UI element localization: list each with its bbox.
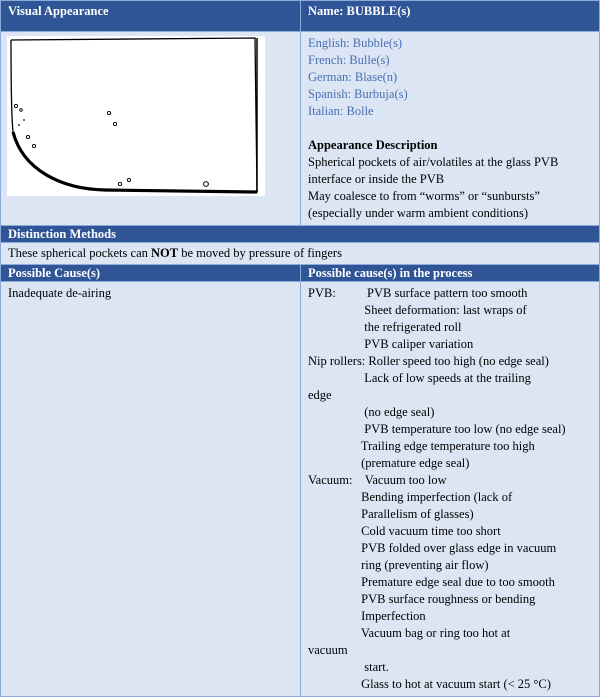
distinction-text-bold: NOT bbox=[151, 246, 179, 260]
distinction-methods-text bbox=[1, 243, 600, 265]
process-line: Glass to hot at vacuum start (< 25 °C) bbox=[308, 677, 551, 691]
process-line: (premature edge seal) bbox=[308, 456, 470, 470]
process-line: the refrigerated roll bbox=[308, 320, 462, 334]
process-line: ring (preventing air flow) bbox=[308, 558, 489, 572]
process-line: PVB temperature too low (no edge seal) bbox=[308, 422, 566, 436]
process-line: Parallelism of glasses) bbox=[308, 507, 474, 521]
process-line: vacuum bbox=[308, 643, 348, 657]
bubble-mark bbox=[23, 119, 25, 121]
possible-cause-cell: Inadequate de-airing bbox=[1, 282, 301, 697]
appearance-line: Spherical pockets of air/volatiles at the glass PVB bbox=[308, 155, 559, 169]
translation-french: French: Bulle(s) bbox=[308, 53, 390, 67]
process-line: Lack of low speeds at the trailing bbox=[308, 371, 531, 385]
distinction-methods-header: Distinction Methods bbox=[1, 226, 600, 243]
translation-english: English: Bubble(s) bbox=[308, 36, 403, 50]
appearance-line: May coalesce to from “worms” or “sunbursts” bbox=[308, 189, 540, 203]
translation-german: German: Blase(n) bbox=[308, 70, 398, 84]
process-line: Cold vacuum time too short bbox=[308, 524, 501, 538]
possible-causes-header: Possible Cause(s) bbox=[1, 265, 301, 282]
glass-sheet-illustration bbox=[1, 32, 299, 202]
translation-italian: Italian: Bolle bbox=[308, 104, 374, 118]
distinction-text-before: These spherical pockets can bbox=[8, 246, 151, 260]
process-line: edge bbox=[308, 388, 332, 402]
process-line: Imperfection bbox=[308, 609, 426, 623]
process-line: PVB caliper variation bbox=[308, 337, 474, 351]
process-line: Premature edge seal due to too smooth bbox=[308, 575, 555, 589]
process-line: (no edge seal) bbox=[308, 405, 435, 419]
process-line: Vacuum: Vacuum too low bbox=[308, 473, 447, 487]
process-line: PVB: PVB surface pattern too smooth bbox=[308, 286, 528, 300]
process-line: PVB surface roughness or bending bbox=[308, 592, 536, 606]
process-line: Sheet deformation: last wraps of bbox=[308, 303, 527, 317]
process-line: PVB folded over glass edge in vacuum bbox=[308, 541, 557, 555]
process-line: Vacuum bag or ring too hot at bbox=[308, 626, 511, 640]
name-details-cell bbox=[301, 32, 600, 226]
process-causes-cell bbox=[301, 282, 600, 697]
process-causes-header: Possible cause(s) in the process bbox=[301, 265, 600, 282]
visual-appearance-header: Visual Appearance bbox=[1, 1, 301, 32]
glass-illustration-cell bbox=[1, 32, 301, 226]
appearance-line: interface or inside the PVB bbox=[308, 172, 445, 186]
distinction-text-after: be moved by pressure of fingers bbox=[178, 246, 342, 260]
process-line: Nip rollers: Roller speed too high (no edge seal) bbox=[308, 354, 549, 368]
process-line: start. bbox=[308, 660, 389, 674]
process-line: Bending imperfection (lack of bbox=[308, 490, 513, 504]
translation-spanish: Spanish: Burbuja(s) bbox=[308, 87, 408, 101]
appearance-description-title: Appearance Description bbox=[308, 138, 438, 152]
process-line: Trailing edge temperature too high bbox=[308, 439, 535, 453]
name-header: Name: BUBBLE(s) bbox=[301, 1, 600, 32]
appearance-line: (especially under warm ambient conditions) bbox=[308, 206, 529, 220]
bubble-mark bbox=[18, 124, 20, 126]
